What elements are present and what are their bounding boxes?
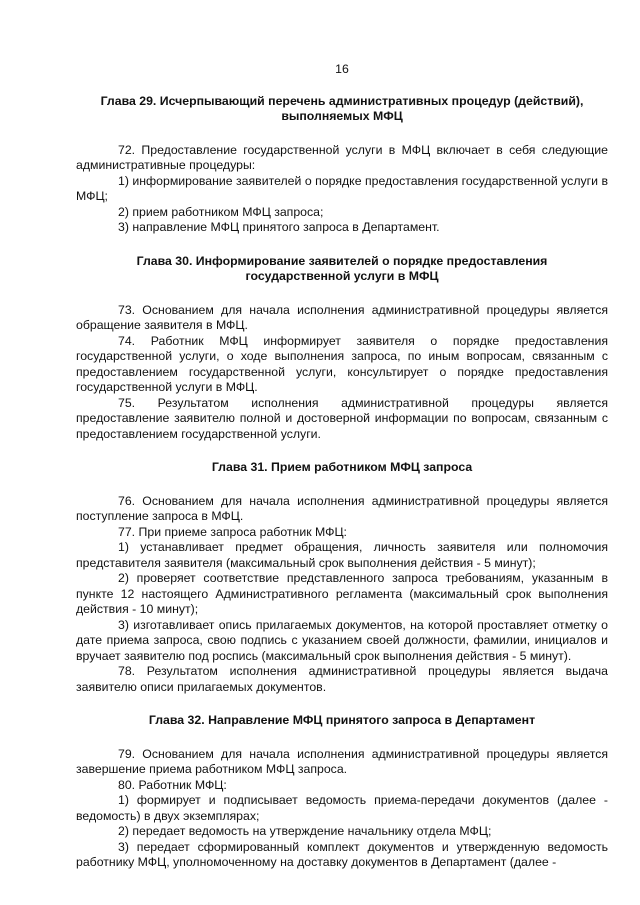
chapter-title [76, 94, 608, 125]
paragraph: 73. Основанием для начала исполнения административной процедуры является обращение заявителя в МФЦ. [76, 302, 608, 332]
chapter-title-line: Глава 31. Прием работником МФЦ запроса [211, 460, 473, 474]
paragraph: 2) передает ведомость на утверждение начальнику отдела МФЦ; [118, 824, 492, 838]
paragraph: 72. Предоставление государственной услуги в МФЦ включает в себя следующие административные процедуры: [76, 142, 608, 172]
paragraph: 2) прием работником МФЦ запроса; [118, 204, 324, 219]
paragraph: 79. Основанием для начала исполнения административной процедуры является завершение приема работником МФЦ запроса. [76, 746, 608, 776]
chapter-title-line: государственной услуги в МФЦ [245, 269, 439, 283]
chapter-29 [76, 94, 608, 236]
chapter-31 [76, 460, 608, 695]
paragraph: 1) устанавливает предмет обращения, личность заявителя или полномочия представителя заявителя (максимальный срок выполнения действия - 5 минут); [76, 540, 608, 570]
chapter-32 [76, 713, 608, 871]
paragraph: 80. Работник МФЦ: [118, 777, 227, 792]
paragraph: 1) формирует и подписывает ведомость приема-передачи документов (далее - ведомость) в двух экземплярах; [76, 793, 608, 823]
paragraph: 3) передает сформированный комплект документов и утвержденную ведомость работнику МФЦ, уполномоченному на доставку документов в Департамент (далее - [76, 839, 608, 869]
paragraph: 76. Основанием для начала исполнения административной процедуры является поступление запроса в МФЦ. [76, 493, 608, 523]
page-number: 16 [335, 62, 349, 76]
chapter-title [76, 713, 608, 729]
paragraph: 77. При приеме запроса работник МФЦ: [118, 524, 347, 539]
chapter-30 [76, 254, 608, 443]
paragraph: 1) информирование заявителей о порядке предоставления государственной услуги в МФЦ; [76, 173, 608, 203]
chapter-title [76, 460, 608, 476]
chapter-title [76, 254, 608, 285]
paragraph: 3) изготавливает опись прилагаемых документов, на которой проставляет отметку о дате приема запроса, свою подпись с указанием своей должности, фамилии, инициалов и вручает заявителю под роспись (максимальный срок выполнения действия - 5 минут). [76, 617, 608, 663]
chapter-title-line: Глава 30. Информирование заявителей о порядке предоставления [136, 253, 548, 268]
paragraph: 2) проверяет соответствие представленного запроса требованиям, указанным в пункте 12 настоящего Административного регламента (максимальный срок выполнения действия - 10 минут); [76, 571, 608, 616]
paragraph: 78. Результатом исполнения административной процедуры является выдача заявителю описи прилагаемых документов. [76, 664, 608, 694]
chapter-title-line: Глава 29. Исчерпывающий перечень административных процедур (действий), [100, 93, 584, 108]
paragraph: 74. Работник МФЦ информирует заявителя о порядке предоставления государственной услуги, о ходе выполнения запроса, по иным вопросам, связанным с предоставлением государственной услуги, консультирует о порядке предоставления государственной услуги в МФЦ. [76, 333, 608, 394]
chapter-title-line: выполняемых МФЦ [281, 109, 403, 123]
paragraph: 3) направление МФЦ принятого запроса в Департамент. [118, 220, 440, 234]
paragraph: 75. Результатом исполнения административной процедуры является предоставление заявителю полной и достоверной информации по вопросам, связанным с предоставлением государственной услуги. [76, 395, 608, 441]
chapter-title-line: Глава 32. Направление МФЦ принятого запроса в Департамент [148, 713, 536, 727]
